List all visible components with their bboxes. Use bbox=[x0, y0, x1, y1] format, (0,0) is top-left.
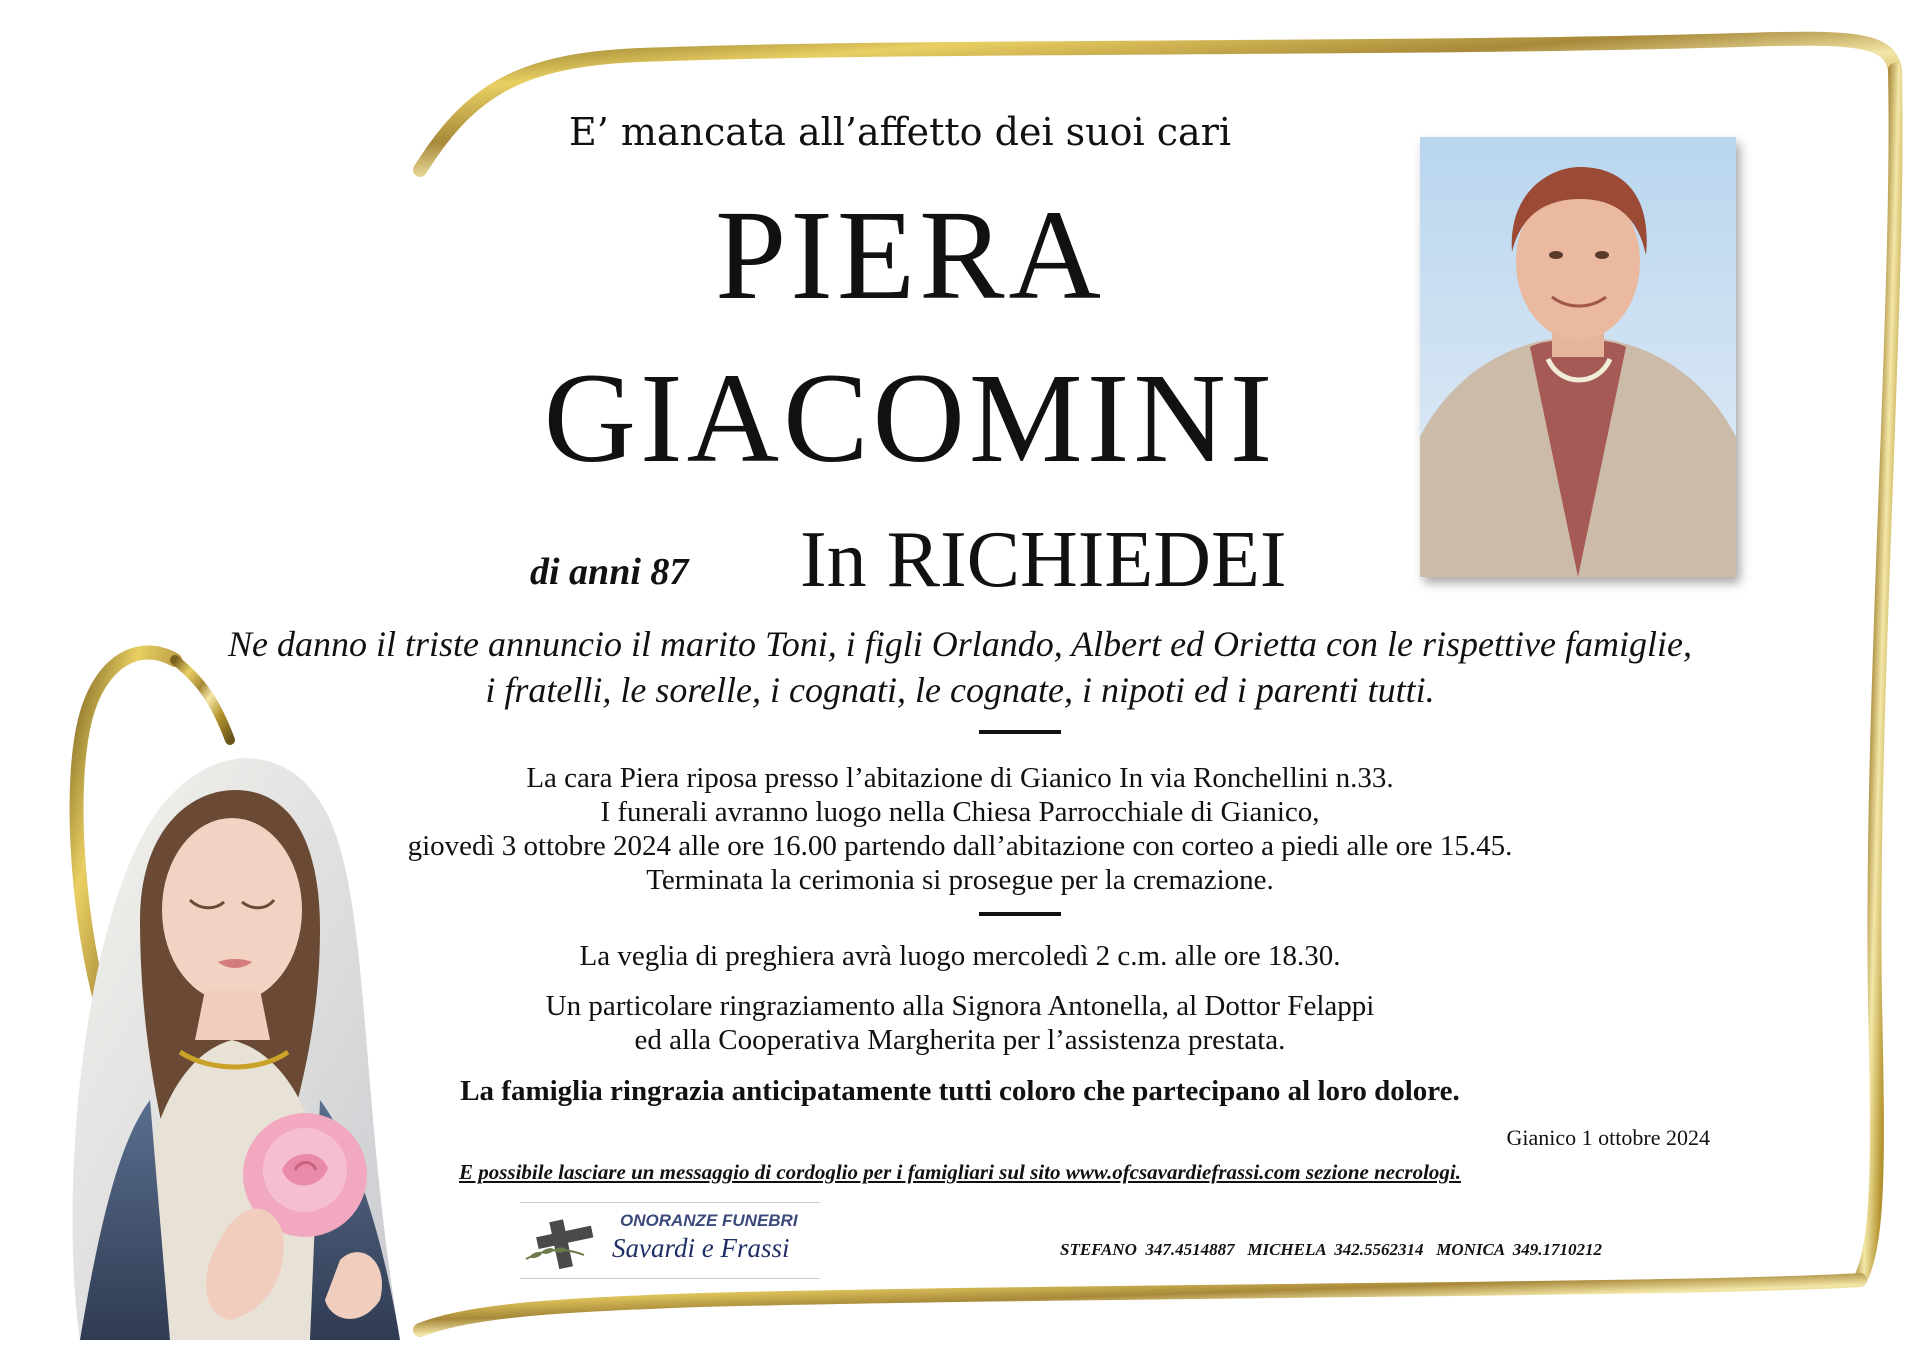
announcement-line-1: Ne danno il triste annuncio il marito Toni, i figli Orlando, Albert ed Orietta con le rispettive famiglie, bbox=[228, 624, 1692, 664]
logo-text-line-1: ONORANZE FUNEBRI bbox=[620, 1211, 798, 1230]
funeral-line-3: giovedì 3 ottobre 2024 alle ore 16.00 partendo dall’abitazione con corteo a piedi alle ore 15.45. bbox=[407, 830, 1513, 862]
deceased-photo bbox=[1420, 137, 1736, 577]
date-place: Gianico 1 ottobre 2024 bbox=[1506, 1125, 1710, 1150]
condolence-message-note: E possibile lasciare un messaggio di cordoglio per i famigliari sul sito www.ofcsavardiefrassi.com sezione necrologi. bbox=[458, 1160, 1461, 1184]
thanks-line-2: ed alla Cooperativa Margherita per l’assistenza prestata. bbox=[634, 1024, 1286, 1056]
vigil-text: La veglia di preghiera avrà luogo mercoledì 2 c.m. alle ore 18.30. bbox=[579, 940, 1341, 972]
divider bbox=[979, 730, 1061, 734]
divider bbox=[979, 912, 1061, 916]
deceased-age: di anni 87 bbox=[530, 551, 689, 593]
deceased-first-name: PIERA bbox=[715, 184, 1105, 326]
thanks-line-1: Un particolare ringraziamento alla Signora Antonella, al Dottor Felappi bbox=[545, 990, 1375, 1022]
cross-with-olive-branch-icon bbox=[524, 1211, 610, 1271]
announcement-line-2: i fratelli, le sorelle, i cognati, le cognate, i nipoti ed i parenti tutti. bbox=[485, 670, 1435, 710]
intro-text: E’ mancata all’affetto dei suoi cari bbox=[568, 110, 1232, 154]
deceased-last-name: GIACOMINI bbox=[543, 347, 1277, 489]
funeral-line-1: La cara Piera riposa presso l’abitazione di Gianico In via Ronchellini n.33. bbox=[526, 762, 1394, 794]
logo-text-line-2: Savardi e Frassi bbox=[612, 1233, 790, 1263]
contact-phones: STEFANO 347.4514887 MICHELA 342.5562314 MONICA 349.1710212 bbox=[1060, 1240, 1603, 1259]
funeral-home-logo bbox=[520, 1202, 820, 1279]
family-thanks: La famiglia ringrazia anticipatamente tutti coloro che partecipano al loro dolore. bbox=[460, 1075, 1460, 1107]
funeral-line-2: I funerali avranno luogo nella Chiesa Parrocchiale di Gianico, bbox=[600, 796, 1320, 828]
madonna-with-rose-illustration bbox=[20, 700, 440, 1340]
deceased-married-name: In RICHIEDEI bbox=[800, 516, 1287, 604]
funeral-line-4: Terminata la cerimonia si prosegue per la cremazione. bbox=[646, 864, 1274, 896]
